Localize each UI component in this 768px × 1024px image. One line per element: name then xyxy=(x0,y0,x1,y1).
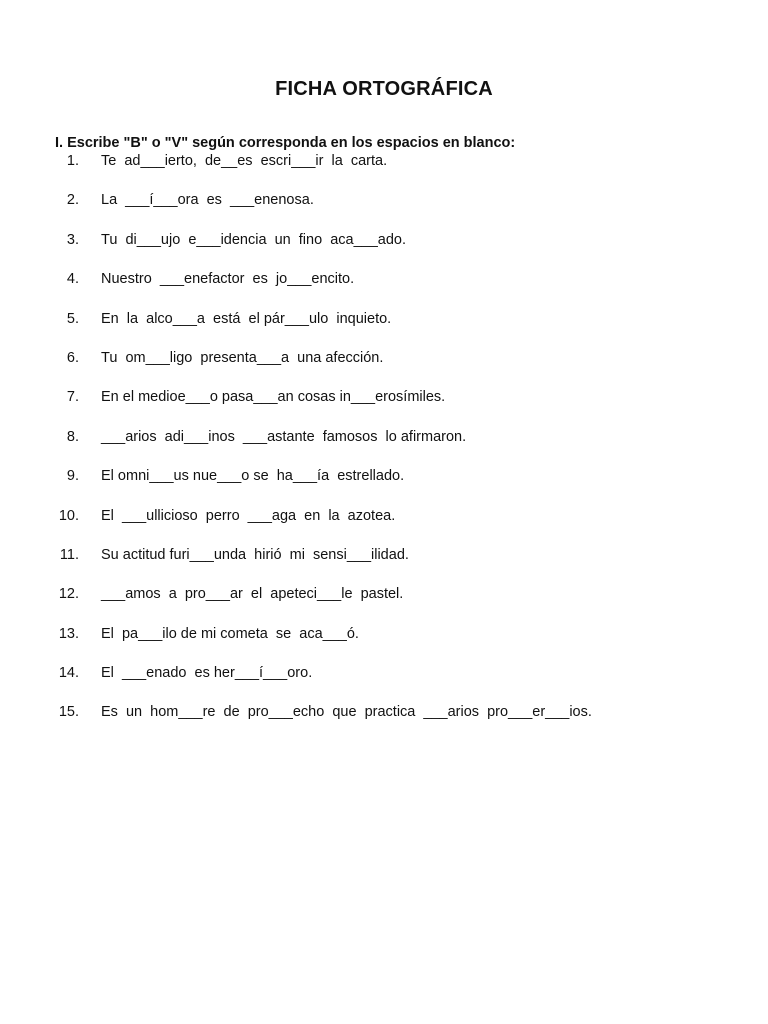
item-text: Tu om___ligo presenta___a una afección. xyxy=(101,349,384,366)
item-text: El pa___ilo de mi cometa se aca___ó. xyxy=(101,625,359,642)
list-item xyxy=(0,586,768,625)
section-instruction: I. Escribe "B" o "V" según corresponda en los espacios en blanco: xyxy=(55,135,516,151)
list-item xyxy=(0,429,768,468)
list-item xyxy=(0,232,768,271)
list-item xyxy=(0,389,768,428)
list-item xyxy=(0,665,768,704)
list-item xyxy=(0,704,768,743)
item-number: 2. xyxy=(66,192,79,209)
item-number: 9. xyxy=(66,468,79,485)
item-number: 6. xyxy=(66,349,79,366)
item-number: 4. xyxy=(66,271,79,288)
item-text: Tu di___ujo e___idencia un fino aca___ado. xyxy=(101,231,407,248)
item-number: 12. xyxy=(58,586,79,603)
item-number: 1. xyxy=(66,153,79,169)
item-number: 7. xyxy=(66,389,79,406)
item-text: ___amos a pro___ar el apeteci___le pastel. xyxy=(101,586,404,603)
item-number: 8. xyxy=(66,428,79,445)
item-text: El ___enado es her___í___oro. xyxy=(101,665,313,682)
list-item xyxy=(0,547,768,586)
item-text: En la alco___a está el pár___ulo inquieto. xyxy=(101,310,392,327)
item-number: 5. xyxy=(66,310,79,327)
item-number: 13. xyxy=(58,625,79,642)
list-item xyxy=(0,508,768,547)
item-number: 3. xyxy=(66,231,79,248)
item-number: 11. xyxy=(59,546,79,563)
list-item xyxy=(0,153,768,192)
item-text: La ___í___ora es ___enenosa. xyxy=(101,192,314,209)
page-title: FICHA ORTOGRÁFICA xyxy=(275,78,493,100)
item-text: En el medioe___o pasa___an cosas in___erosímiles. xyxy=(101,389,446,406)
list-item xyxy=(0,468,768,507)
item-text: El ___ullicioso perro ___aga en la azotea. xyxy=(101,507,396,524)
exercise-list xyxy=(0,153,768,744)
list-item xyxy=(0,192,768,231)
item-text: Es un hom___re de pro___echo que practica ___arios pro___er___ios. xyxy=(101,704,592,721)
item-text: El omni___us nue___o se ha___ía estrellado. xyxy=(101,468,405,485)
item-number: 10. xyxy=(58,507,79,524)
list-item xyxy=(0,271,768,310)
item-number: 15. xyxy=(58,704,79,721)
item-text: ___arios adi___inos ___astante famosos lo afirmaron. xyxy=(101,428,467,445)
list-item xyxy=(0,311,768,350)
list-item xyxy=(0,626,768,665)
item-text: Nuestro ___enefactor es jo___encito. xyxy=(101,271,355,288)
item-text: Te ad___ierto, de__es escri___ir la carta. xyxy=(101,153,388,169)
item-number: 14. xyxy=(58,665,79,682)
list-item xyxy=(0,350,768,389)
item-text: Su actitud furi___unda hirió mi sensi___ilidad. xyxy=(101,546,409,563)
